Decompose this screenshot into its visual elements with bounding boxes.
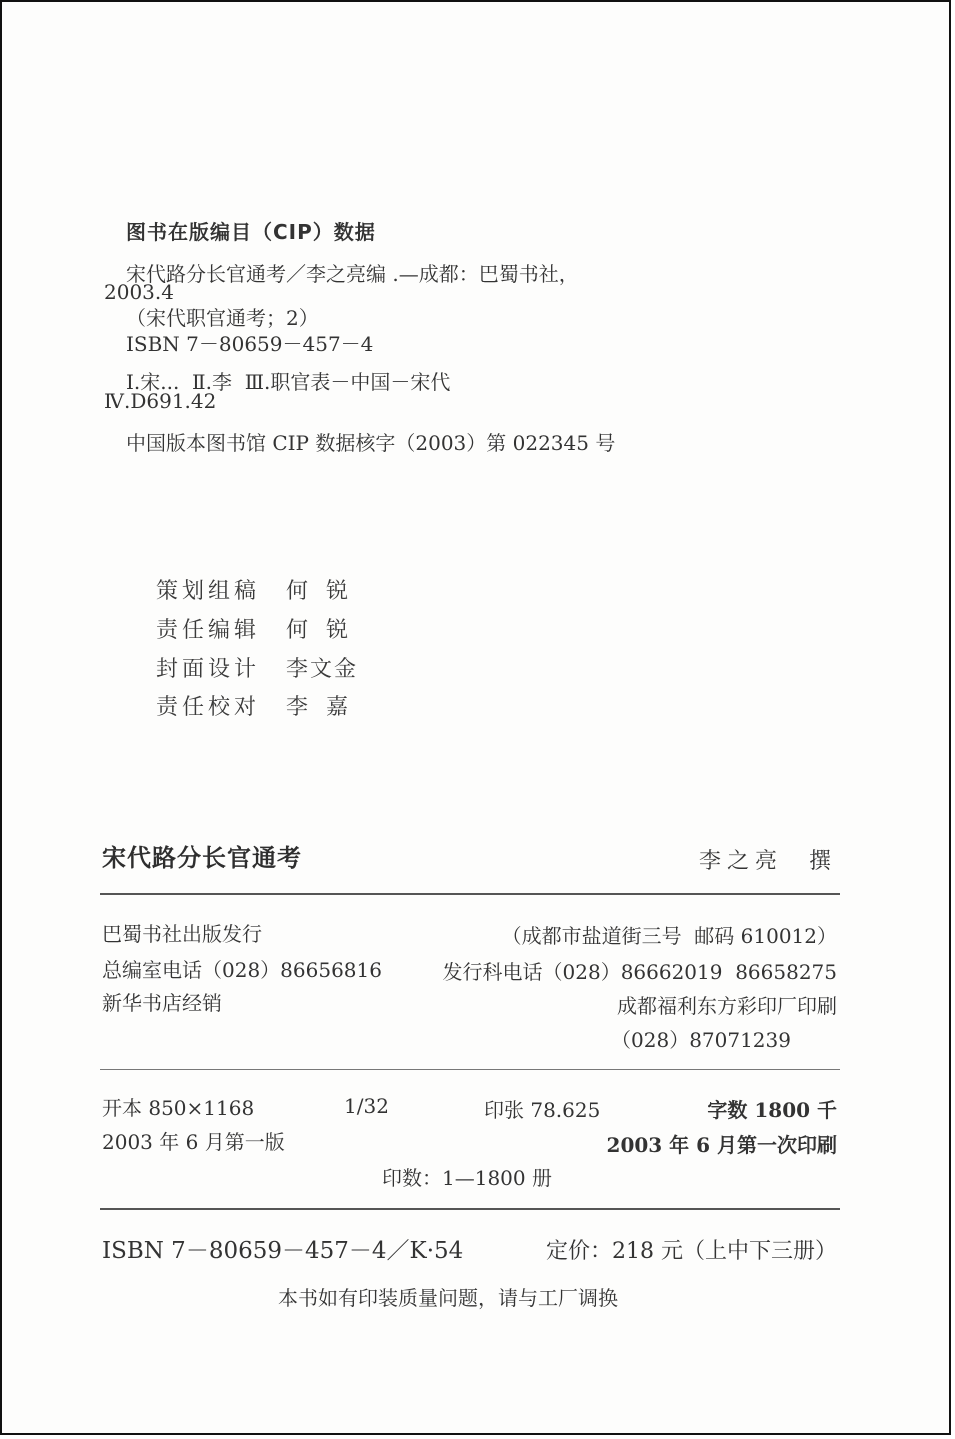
staff-row	[156, 652, 358, 683]
edition: 2003 年 6 月第一版	[102, 1130, 285, 1154]
publisher-address: （成都市盐道街三号 邮码 610012）	[501, 924, 837, 948]
book-title: 宋代路分长官通考	[102, 844, 302, 872]
divider	[100, 893, 840, 895]
staff-name: 何锐	[286, 618, 367, 643]
printing: 2003 年 6 月第一次印刷	[606, 1133, 837, 1157]
price: 定价：218 元（上中下三册）	[546, 1239, 837, 1264]
isbn-full: ISBN 7－80659－457－4／K·54	[102, 1238, 464, 1264]
staff-row	[156, 574, 366, 605]
printed-sheets: 印张 78.625	[484, 1098, 601, 1122]
quality-notice: 本书如有印装质量问题，请与工厂调换	[278, 1286, 618, 1310]
printer: 成都福利东方彩印厂印刷	[617, 994, 837, 1018]
publisher: 巴蜀书社出版发行	[102, 922, 262, 946]
cip-line-isbn: ISBN 7－80659－457－4	[126, 332, 374, 356]
cip-line-title: 宋代路分长官通考／李之亮编 .—成都：巴蜀书社，	[126, 262, 579, 286]
sales-phone: 发行科电话（028）86662019 86658275	[442, 960, 837, 984]
staff-row	[156, 690, 366, 721]
cip-heading: 图书在版编目（CIP）数据	[126, 220, 376, 244]
staff-name: 李文金	[286, 657, 359, 682]
book-format: 开本 850×1168	[102, 1096, 255, 1120]
printer-phone: （028）87071239	[611, 1028, 791, 1052]
cip-line-series: （宋代职官通考；2）	[126, 306, 319, 330]
cip-line-verification: 中国版本图书馆 CIP 数据核字（2003）第 022345 号	[126, 431, 616, 455]
cip-line-date: 2003.4	[104, 280, 174, 304]
editorial-phone: 总编室电话（028）86656816	[102, 958, 382, 982]
divider	[100, 1208, 840, 1210]
distributor: 新华书店经销	[102, 991, 222, 1015]
word-count: 字数 1800 千	[707, 1098, 837, 1122]
book-author: 李之亮 撰	[699, 849, 837, 874]
staff-role: 策划组稿	[156, 579, 261, 604]
print-run: 印数：1—1800 册	[382, 1166, 552, 1190]
cip-line-classification: Ⅳ.D691.42	[104, 389, 217, 413]
staff-role: 封面设计	[156, 657, 261, 682]
cip-line-subjects: Ⅰ.宋... Ⅱ.李 Ⅲ.职官表－中国－宋代	[126, 370, 451, 394]
staff-name: 何锐	[286, 579, 367, 604]
book-fold: 1/32	[344, 1094, 389, 1118]
staff-role: 责任校对	[156, 695, 261, 720]
divider	[100, 1069, 840, 1070]
staff-role: 责任编辑	[156, 618, 261, 643]
staff-row	[156, 613, 366, 644]
staff-name: 李嘉	[286, 695, 367, 720]
